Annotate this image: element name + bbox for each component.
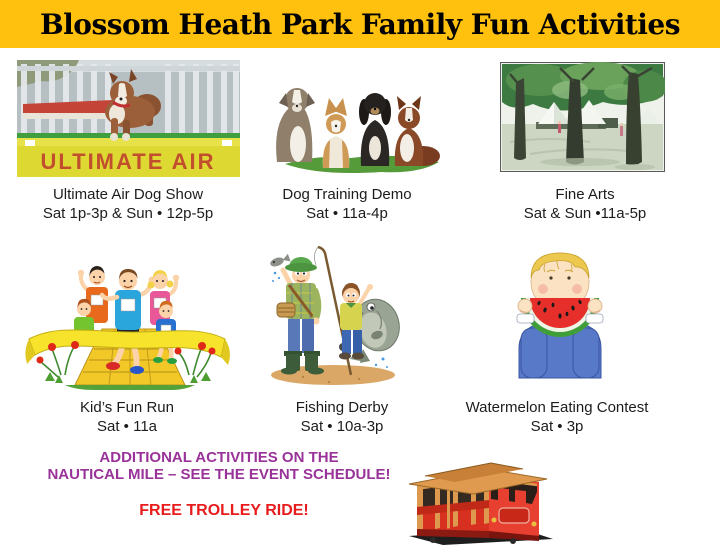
activity-schedule: Sat • 11a: [96, 418, 157, 435]
page-title: Blossom Heath Park Family Fun Activities: [39, 7, 680, 41]
additional-activities-line1: ADDITIONAL ACTIVITIES ON THE: [99, 449, 339, 466]
activity-name: Ultimate Air Dog Show: [52, 186, 204, 203]
red-trolley-clipart: [403, 452, 560, 548]
father-figure: [269, 254, 324, 375]
black-spaniel-dog: [359, 93, 391, 166]
free-trolley-ride-note: FREE TROLLEY RIDE!: [139, 502, 309, 519]
activity-caption-watermelon: [437, 398, 677, 436]
park-tents-painting: [500, 62, 665, 172]
activity-name: Fine Arts: [555, 186, 615, 203]
kids-running-clipart: [25, 243, 230, 390]
watermelon-boy-clipart: [505, 242, 615, 380]
banner-text: ULTIMATE AIR: [40, 149, 216, 174]
activity-caption-dog-training: [247, 185, 447, 223]
activity-name: Kid’s Fun Run: [80, 399, 174, 416]
activity-caption-dog-show: [3, 185, 253, 223]
four-dogs-clipart: [257, 60, 442, 180]
activity-schedule: Sat 1p-3p & Sun • 12p-5p: [42, 205, 214, 222]
activity-schedule: Sat • 10a-3p: [300, 418, 384, 435]
collie-dog: [395, 96, 440, 166]
header-banner: [0, 0, 720, 48]
fishing-father-son-clipart: [263, 241, 408, 388]
activity-name: Dog Training Demo: [282, 186, 412, 203]
activity-schedule: Sat • 3p: [530, 418, 584, 435]
activity-caption-fishing-derby: [242, 398, 442, 436]
activity-name: Watermelon Eating Contest: [465, 399, 649, 416]
additional-activities-line2: NAUTICAL MILE – SEE THE EVENT SCHEDULE!: [47, 466, 391, 483]
dog-jumping-photo: [17, 60, 240, 177]
activity-schedule: Sat • 11a-4p: [306, 205, 388, 222]
activity-caption-fun-run: [2, 398, 252, 436]
additional-activities-note: [0, 449, 438, 483]
activity-name: Fishing Derby: [295, 399, 389, 416]
activity-caption-fine-arts: [485, 185, 685, 223]
corgi-dog: [323, 98, 349, 168]
activity-schedule: Sat & Sun •11a-5p: [523, 205, 647, 222]
aussie-shepherd-dog: [276, 88, 315, 162]
